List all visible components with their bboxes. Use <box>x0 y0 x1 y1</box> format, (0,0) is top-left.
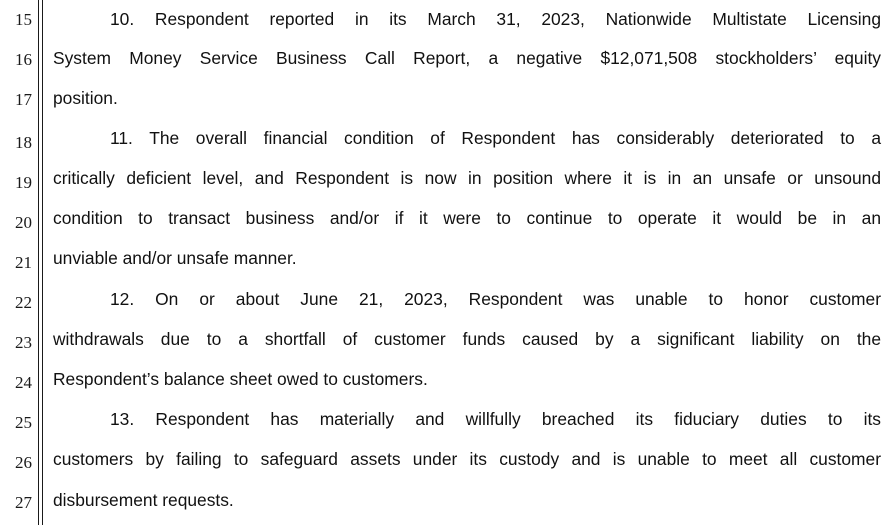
line-number: 16 <box>15 50 32 69</box>
line-number: 17 <box>15 90 32 109</box>
paragraph-line: withdrawals due to a shortfall of customer funds caused by a significant liability on the <box>53 329 881 349</box>
paragraph-line: condition to transact business and/or if it were to continue to operate it would be in an <box>53 208 881 228</box>
paragraph-line: System Money Service Business Call Report, a negative $12,071,508 stockholders’ equity <box>53 48 881 68</box>
line-number: 18 <box>15 133 32 152</box>
line-number: 24 <box>15 373 32 392</box>
paragraph-line: customers by failing to safeguard assets under its custody and is unable to meet all customer <box>53 449 881 469</box>
line-number: 26 <box>15 453 32 472</box>
paragraph-line: 11. The overall financial condition of Respondent has considerably deteriorated to a <box>110 128 881 148</box>
line-number: 15 <box>15 10 32 29</box>
line-number: 22 <box>15 293 32 312</box>
margin-rule-left <box>38 0 39 525</box>
line-number: 25 <box>15 413 32 432</box>
paragraph-line: disbursement requests. <box>53 490 234 510</box>
paragraph-line: 10. Respondent reported in its March 31, 2023, Nationwide Multistate Licensing <box>110 9 881 29</box>
margin-rule-right <box>42 0 43 525</box>
line-number: 21 <box>15 253 32 272</box>
line-number: 19 <box>15 173 32 192</box>
paragraph-line: 13. Respondent has materially and willfully breached its fiduciary duties to its <box>110 409 881 429</box>
line-number: 23 <box>15 333 32 352</box>
paragraph-line: Respondent’s balance sheet owed to customers. <box>53 369 428 389</box>
paragraph-line: position. <box>53 88 118 108</box>
line-number: 27 <box>15 493 32 512</box>
paragraph-line: 12. On or about June 21, 2023, Respondent was unable to honor customer <box>110 289 881 309</box>
paragraph-line: unviable and/or unsafe manner. <box>53 248 297 268</box>
line-number: 20 <box>15 213 32 232</box>
paragraph-line: critically deficient level, and Respondent is now in position where it is in an unsafe or unsound <box>53 168 881 188</box>
